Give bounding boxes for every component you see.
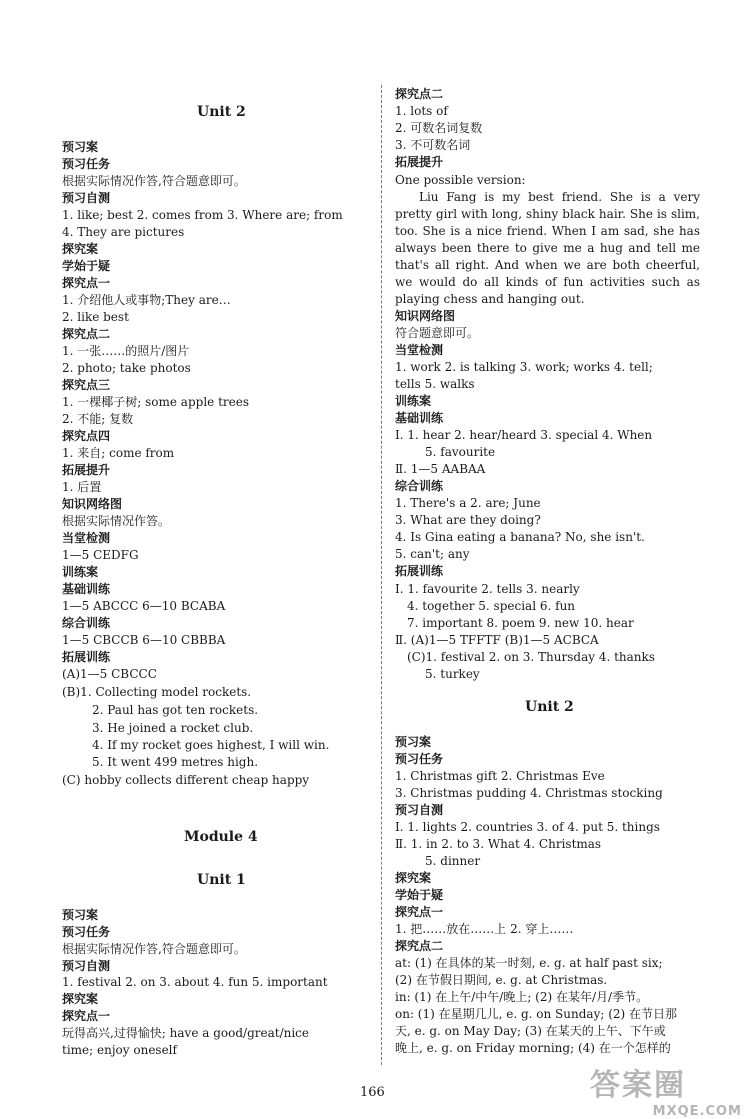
essay-paragraph: Liu Fang is my best friend. She is a very pretty girl with long, shiny black hair. She is slim, too. She is a nice friend. When I am sad, she has always been there to give me a hug and tell me that's all right. And when we are both cheerful, we would do all kinds of fun activities such as playing chess and hanging out.: [395, 190, 700, 306]
text-line: 根据实际情况作答,符合题意即可。: [62, 942, 246, 956]
section-heading: 探究点一: [62, 1009, 111, 1023]
section-heading: 拓展训练: [395, 564, 444, 578]
text-line: 7. important 8. poem 9. new 10. hear: [407, 616, 634, 630]
text-line: 5. turkey: [425, 667, 480, 681]
text-line: 晚上, e. g. on Friday morning; (4) 在一个怎样的: [395, 1041, 671, 1055]
text-line: 5. It went 499 metres high.: [92, 755, 259, 769]
section-heading: 综合训练: [62, 616, 111, 630]
text-line: Ⅱ. (A)1—5 TFFTF (B)1—5 ACBCA: [395, 633, 599, 647]
text-line: 5. dinner: [425, 854, 481, 868]
text-line: in: (1) 在上午/中午/晚上; (2) 在某年/月/季节。: [395, 990, 649, 1004]
section-heading: 预习任务: [62, 925, 111, 939]
section-heading: 拓展提升: [395, 155, 444, 169]
text-line: 1. 一张……的照片/图片: [62, 344, 190, 358]
section-heading: 拓展训练: [62, 650, 111, 664]
text-line: 2. Paul has got ten rockets.: [92, 703, 259, 717]
text-line: Ⅱ. 1—5 AABAA: [395, 462, 486, 476]
text-line: 1. like; best 2. comes from 3. Where are; from: [62, 208, 343, 222]
section-heading: 基础训练: [395, 411, 444, 425]
text-line: 2. like best: [62, 310, 129, 324]
text-line: One possible version:: [395, 173, 526, 187]
section-heading: 训练案: [62, 565, 99, 579]
section-heading: 探究点二: [395, 939, 444, 953]
section-heading: 综合训练: [395, 479, 444, 493]
text-line: 根据实际情况作答。: [62, 514, 171, 528]
text-line: 1. lots of: [395, 104, 448, 118]
section-heading: 探究案: [395, 871, 432, 885]
section-heading: 预习案: [62, 908, 99, 922]
section-heading: 当堂检测: [395, 343, 444, 357]
section-heading: 预习自测: [395, 803, 444, 817]
section-heading: 基础训练: [62, 582, 111, 596]
text-line: 符合题意即可。: [395, 326, 480, 340]
column-divider: [381, 85, 382, 1065]
text-line: (A)1—5 CBCCC: [62, 667, 157, 681]
section-heading: 探究案: [62, 242, 99, 256]
unit-title: Unit 2: [197, 104, 246, 120]
section-heading: 探究点一: [62, 276, 111, 290]
text-line: 1. festival 2. on 3. about 4. fun 5. important: [62, 975, 328, 989]
text-line: 3. What are they doing?: [395, 513, 541, 527]
text-line: 1. 来自; come from: [62, 446, 175, 460]
text-line: 2. 可数名词复数: [395, 121, 483, 135]
page-number: 166: [360, 1085, 385, 1100]
text-line: 4. Is Gina eating a banana? No, she isn't.: [395, 530, 645, 544]
watermark-logo: [590, 1060, 750, 1118]
text-line: 1. work 2. is talking 3. work; works 4. tell;: [395, 360, 653, 374]
section-heading: 预习自测: [62, 191, 111, 205]
text-line: 1. 后置: [62, 480, 102, 494]
section-heading: 探究点二: [395, 87, 444, 101]
section-heading: 预习案: [62, 140, 99, 154]
section-heading: 预习案: [395, 735, 432, 749]
text-line: at: (1) 在具体的某一时刻, e. g. at half past six;: [395, 956, 663, 970]
section-heading: 探究点三: [62, 378, 111, 392]
watermark-url: MXQE.COM: [652, 1104, 742, 1119]
section-heading: 探究案: [62, 992, 99, 1006]
text-line: 4. They are pictures: [62, 225, 185, 239]
section-heading: 拓展提升: [62, 463, 111, 477]
section-heading: 知识网络图: [395, 309, 456, 323]
section-heading: 当堂检测: [62, 531, 111, 545]
text-line: 3. He joined a rocket club.: [92, 721, 254, 735]
text-line: 1—5 ABCCC 6—10 BCABA: [62, 599, 226, 613]
text-line: Ⅱ. 1. in 2. to 3. What 4. Christmas: [395, 837, 602, 851]
text-line: 1. Christmas gift 2. Christmas Eve: [395, 769, 605, 783]
section-heading: 学始于疑: [395, 888, 444, 902]
text-line: (C) hobby collects different cheap happy: [62, 773, 310, 787]
text-line: 4. together 5. special 6. fun: [407, 599, 576, 613]
text-line: 1. There's a 2. are; June: [395, 496, 541, 510]
text-line: 2. photo; take photos: [62, 361, 191, 375]
section-heading: 预习任务: [62, 157, 111, 171]
unit-title: Module 4: [184, 829, 258, 845]
section-heading: 探究点一: [395, 905, 444, 919]
text-line: 1—5 CBCCB 6—10 CBBBA: [62, 633, 226, 647]
text-line: 3. 不可数名词: [395, 138, 471, 152]
text-line: time; enjoy oneself: [62, 1043, 177, 1057]
text-line: 玩得高兴,过得愉快; have a good/great/nice: [62, 1026, 310, 1040]
text-line: 1. 介绍他人或事物;They are…: [62, 293, 231, 307]
unit-title: Unit 1: [197, 872, 246, 888]
text-line: (C)1. festival 2. on 3. Thursday 4. thanks: [407, 650, 655, 664]
section-heading: 探究点四: [62, 429, 111, 443]
text-line: 天, e. g. on May Day; (3) 在某天的上午、下午或: [395, 1024, 666, 1038]
text-line: 5. favourite: [425, 445, 496, 459]
section-heading: 预习任务: [395, 752, 444, 766]
section-heading: 预习自测: [62, 959, 111, 973]
text-line: Ⅰ. 1. lights 2. countries 3. of 4. put 5. things: [395, 820, 660, 834]
text-line: 根据实际情况作答,符合题意即可。: [62, 174, 246, 188]
text-line: 1—5 CEDFG: [62, 548, 139, 562]
text-line: (2) 在节假日期间, e. g. at Christmas.: [395, 973, 608, 987]
text-line: (B)1. Collecting model rockets.: [62, 685, 252, 699]
text-line: 1. 一棵椰子树; some apple trees: [62, 395, 249, 409]
text-line: Ⅰ. 1. hear 2. hear/heard 3. special 4. When: [395, 428, 653, 442]
text-line: tells 5. walks: [395, 377, 475, 391]
section-heading: 学始于疑: [62, 259, 111, 273]
watermark-text: 答案圈: [590, 1068, 686, 1103]
text-line: 5. can't; any: [395, 547, 470, 561]
text-line: 1. 把……放在……上 2. 穿上……: [395, 922, 574, 936]
section-heading: 知识网络图: [62, 497, 123, 511]
text-line: 3. Christmas pudding 4. Christmas stocking: [395, 786, 663, 800]
text-line: Ⅰ. 1. favourite 2. tells 3. nearly: [395, 582, 580, 596]
text-line: 4. If my rocket goes highest, I will win.: [92, 738, 330, 752]
section-heading: 训练案: [395, 394, 432, 408]
text-line: on: (1) 在星期几儿, e. g. on Sunday; (2) 在节日那: [395, 1007, 678, 1021]
unit-title: Unit 2: [525, 699, 574, 715]
section-heading: 探究点二: [62, 327, 111, 341]
text-line: 2. 不能; 复数: [62, 412, 134, 426]
